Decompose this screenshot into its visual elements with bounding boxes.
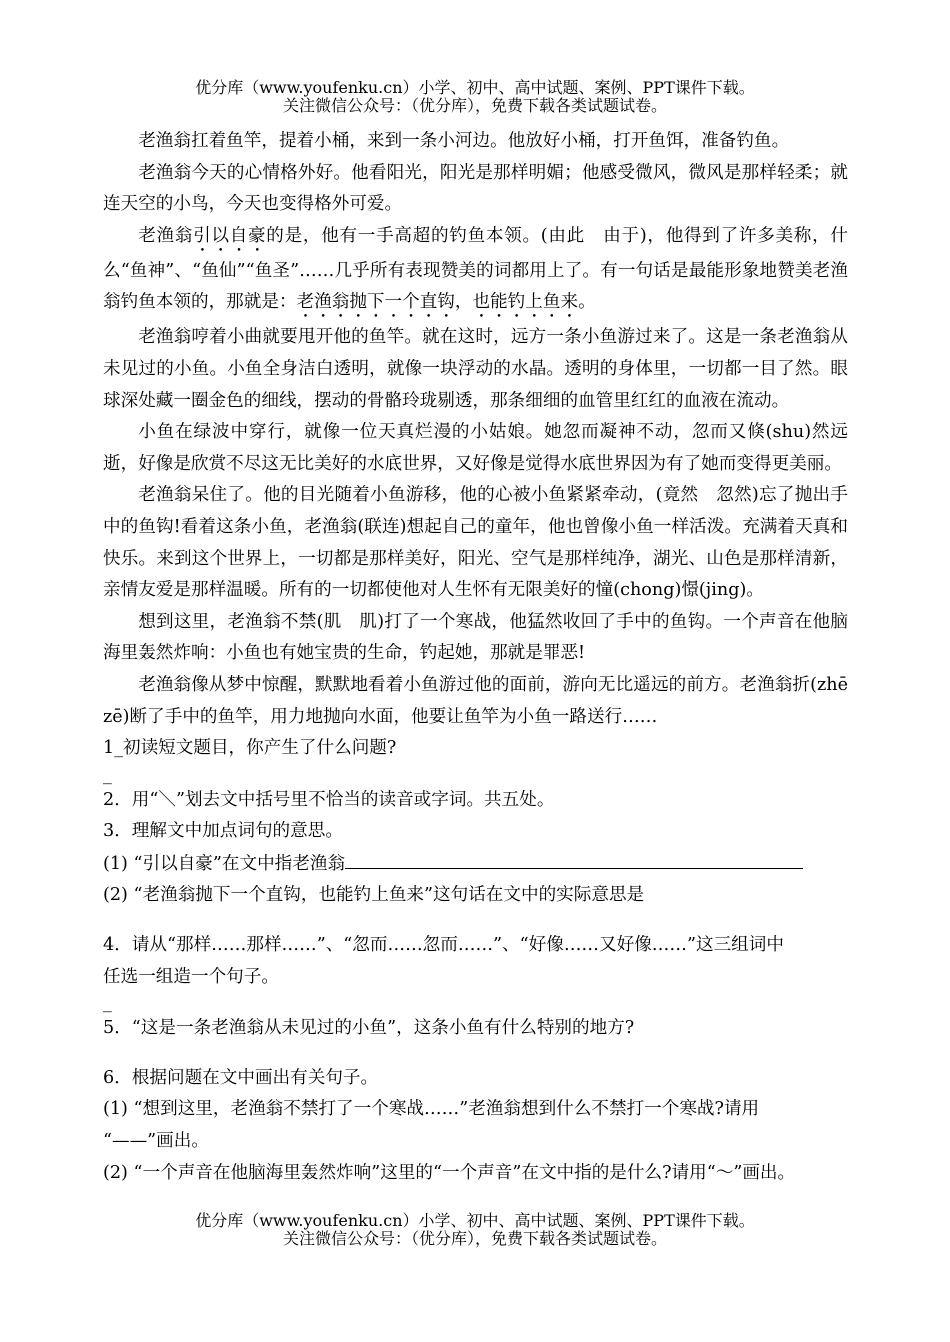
passage-paragraph-7: 想到这里，老渔翁不禁(肌 肌)打了一个寒战，他猛然收回了手中的鱼钩。一个声音在他脑海里轰然炸响：小鱼也有她宝贵的生命，钓起她，那就是罪恶! [103,611,848,664]
dotted-sentence-zhigou: 老渔翁抛下一个直钩，也能钓上鱼来 [296,292,579,313]
question-3-1 [103,848,848,881]
question-6-1-line-2: “——”画出。 [103,1131,209,1152]
question-6-1-line-1: (1) “想到这里，老渔翁不禁打了一个寒战……”老渔翁想到什么不禁打一个寒战?请用 [103,1099,760,1120]
answer-space-3-2 [103,912,848,930]
p3-text-c: 。 [578,292,596,313]
answer-line-3-1 [345,848,803,869]
question-4-line-1: 4．请从“那样……那样……”、“忽而……忽而……”、“好像……又好像……”这三组词中 [103,935,784,956]
question-6: 6．根据问题在文中画出有关句子。 [103,1067,379,1088]
footer-line-2: 关注微信公众号：（优分库），免费下载各类试题试卷。 [282,1229,667,1248]
header-line-2: 关注微信公众号：（优分库），免费下载各类试题试卷。 [282,96,667,115]
passage-paragraph-6: 老渔翁呆住了。他的目光随着小鱼游移，他的心被小鱼紧紧牵动，(竟然 忽然)忘了抛出手中的鱼钩!看着这条小鱼，老渔翁(联连)想起自己的童年，他也曾像小鱼一样活泼。充满着天真和快乐。来到这个世界上，一切都是那样美好，阳光、空气是那样纯净，湖光、山色是那样清新，亲情友爱是那样温暖。所有的一切都使他对人生怀有无限美好的憧(chong)憬(jing)。 [103,485,848,601]
dotted-phrase-yinyizihao: 引以自豪 [193,225,267,246]
answer-dash-2: _ [103,993,112,1014]
passage-paragraph-4: 老渔翁哼着小曲就要甩开他的鱼竿。就在这时，远方一条小鱼游过来了。这是一条老渔翁从未见过的小鱼。小鱼全身洁白透明，就像一块浮动的水晶。透明的身体里，一切都一目了然。眼球深处藏一圈金色的细线，摆动的骨骼玲珑剔透，那条细细的血管里红红的血液在流动。 [103,327,848,411]
question-2: 2．用“＼”划去文中括号里不恰当的读音或字词。共五处。 [103,789,555,810]
page-footer [0,1212,950,1248]
passage-paragraph-8: 老渔翁像从梦中惊醒，默默地看着小鱼游过他的面前，游向无比遥远的前方。老渔翁折(zhē zē)断了手中的鱼竿，用力地抛向水面，他要让鱼竿为小鱼一路送行…… [103,674,866,727]
answer-space-5 [103,1045,848,1063]
passage-paragraph-1: 老渔翁扛着鱼竿，提着小桶，来到一条小河边。他放好小桶，打开鱼饵，准备钓鱼。 [138,131,790,151]
passage-paragraph-2: 老渔翁今天的心情格外好。他看阳光，阳光是那样明媚；他感受微风，微风是那样轻柔；就连天空的小鸟，今天也变得格外可爱。 [103,162,848,215]
p3-text-a: 老渔翁 [138,225,194,246]
passage-paragraph-3 [103,221,848,323]
question-4-line-2: 任选一组造一个句子。 [103,966,279,987]
question-5: 5．“这是一条老渔翁从未见过的小鱼”，这条小鱼有什么特别的地方? [103,1018,635,1039]
p3-text-b: 的是，他有一手高超的钓鱼本领。(由此 由于)，他得到了许多美称，什么“鱼神”、“鱼仙”“鱼圣”……几乎所有表现赞美的词都用上了。有一句话是最能形象地赞美老渔翁钓鱼本领的，那就是： [103,225,848,313]
answer-dash-1: _ [103,764,112,785]
worksheet-body [103,126,866,1189]
question-3-1-text: (1) “引以自豪”在文中指老渔翁 [103,853,346,874]
question-3: 3．理解文中加点词句的意思。 [103,821,343,842]
header-line-1: 优分库（www.youfenku.cn）小学、初中、高中试题、案例、PPT课件下载。 [195,78,755,97]
question-6-2: (2) “一个声音在他脑海里轰然炸响”这里的“一个声音”在文中指的是什么?请用“～”画出。 [103,1162,796,1183]
passage-paragraph-5: 小鱼在绿波中穿行，就像一位天真烂漫的小姑娘。她忽而凝神不动，忽而又倏(shu)然远逝，好像是欣赏不尽这无比美好的水底世界，又好像是觉得水底世界因为有了她而变得更美丽。 [103,422,848,474]
footer-line-1: 优分库（www.youfenku.cn）小学、初中、高中试题、案例、PPT课件下载。 [195,1211,755,1230]
question-3-2: (2) “老渔翁抛下一个直钩，也能钓上鱼来”这句话在文中的实际意思是 [103,885,645,906]
page-header [0,79,950,115]
question-1: 1_初读短文题目，你产生了什么问题? [103,738,397,759]
